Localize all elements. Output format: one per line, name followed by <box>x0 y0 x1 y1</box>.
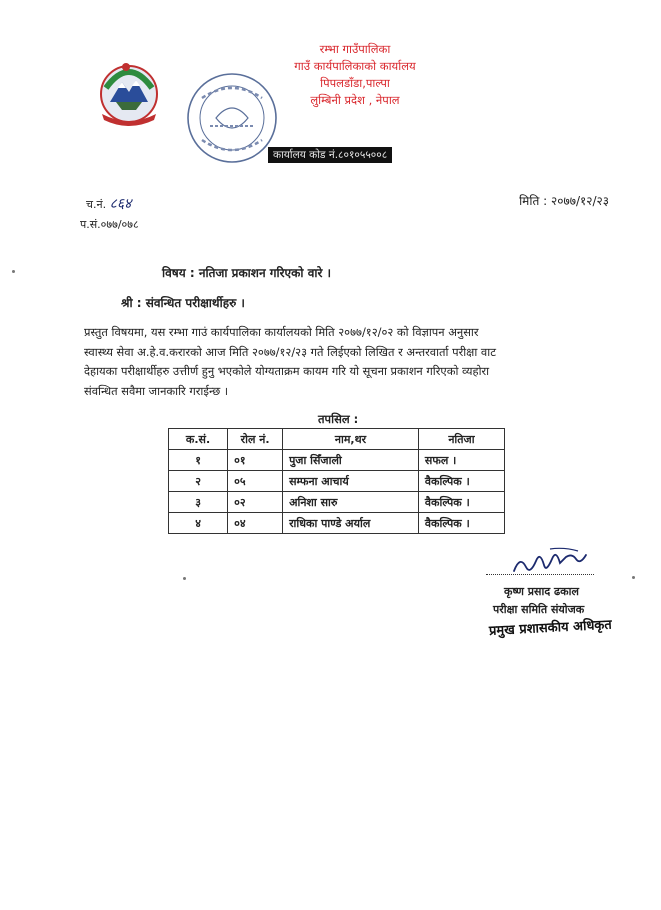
body-line: प्रस्तुत विषयमा, यस रम्भा गाउं कार्यपालिका कार्यालयको मिति २०७७/१२/०२ को विज्ञापन अनुसार <box>84 325 479 339</box>
table-row <box>169 450 505 471</box>
scan-mark <box>183 577 186 580</box>
letterhead-office: गाउँ कार्यपालिकाको कार्यालय <box>294 59 416 73</box>
header-name: नाम,थर <box>283 429 419 450</box>
table-row <box>169 471 505 492</box>
cell-roll: ०५ <box>228 471 283 492</box>
table-caption: तपसिल : <box>318 412 359 426</box>
cell-result: सफल । <box>418 450 504 471</box>
table-row <box>169 513 505 534</box>
body-line: देहायका परीक्षार्थीहरु उत्तीर्ण हुनु भएकोले योग्यताक्रम कायम गरि यो सूचना प्रकाशन गरिएको व्यहोरा <box>84 364 490 378</box>
header-roll: रोल नं. <box>228 429 283 450</box>
cell-roll: ०४ <box>228 513 283 534</box>
pa-number: प.सं.०७७/०७८ <box>80 218 139 231</box>
cell-sn: ४ <box>169 513 228 534</box>
cell-roll: ०२ <box>228 492 283 513</box>
body-line: स्वास्थ्य सेवा अ.हे.व.करारको आज मिति २०७७/१२/२३ गते लिईएको लिखित र अन्तरवार्ता परीक्षा वाट <box>84 344 496 359</box>
cha-value: ८६४ <box>109 196 132 212</box>
header-result: नतिजा <box>418 429 504 450</box>
cell-sn: ३ <box>169 492 228 513</box>
letterhead-municipality: रम्भा गाउँपालिका <box>319 42 391 56</box>
letterhead-address: पिपलडाँडा,पाल्पा <box>320 76 390 90</box>
header-sn: क.सं. <box>169 429 228 450</box>
cell-name: अनिशा सारु <box>283 492 419 513</box>
officer-stamp: प्रमुख प्रशासकीय अधिकृत <box>488 617 613 639</box>
cell-sn: १ <box>169 450 228 471</box>
letterhead <box>240 41 470 109</box>
cell-name: राधिका पाण्डे अर्याल <box>283 513 419 534</box>
results-table <box>168 428 505 534</box>
subject-line: विषय : नतिजा प्रकाशन गरिएको वारे । <box>162 266 332 280</box>
body-paragraph <box>84 323 614 401</box>
cell-result: वैकल्पिक । <box>418 492 504 513</box>
salutation: श्री : संवन्धित परीक्षार्थीहरु । <box>121 296 245 310</box>
cell-sn: २ <box>169 471 228 492</box>
cell-name: पुजा सिँजाली <box>283 450 419 471</box>
letterhead-province: लुम्बिनी प्रदेश , नेपाल <box>310 93 400 107</box>
cell-result: वैकल्पिक । <box>418 471 504 492</box>
cha-label: च.नं. <box>86 198 107 211</box>
cha-number <box>86 194 131 213</box>
signer-name: कृष्ण प्रसाद ढकाल <box>504 585 579 598</box>
date: मिति : २०७७/१२/२३ <box>519 194 609 208</box>
office-code: कार्यालय कोड नं.८०१०५५००८ <box>268 147 392 163</box>
cell-roll: ०१ <box>228 450 283 471</box>
scan-mark <box>632 576 635 579</box>
nepal-emblem-icon <box>96 58 162 128</box>
table-header-row <box>169 429 505 450</box>
cell-result: वैकल्पिक । <box>418 513 504 534</box>
table-row <box>169 492 505 513</box>
signer-role: परीक्षा समिति संयोजक <box>493 603 585 616</box>
body-line: संवन्धित सवैमा जानकारि गराईन्छ । <box>84 383 229 398</box>
signature-line <box>486 574 594 575</box>
scan-mark <box>12 270 15 273</box>
cell-name: सम्फना आचार्य <box>283 471 419 492</box>
